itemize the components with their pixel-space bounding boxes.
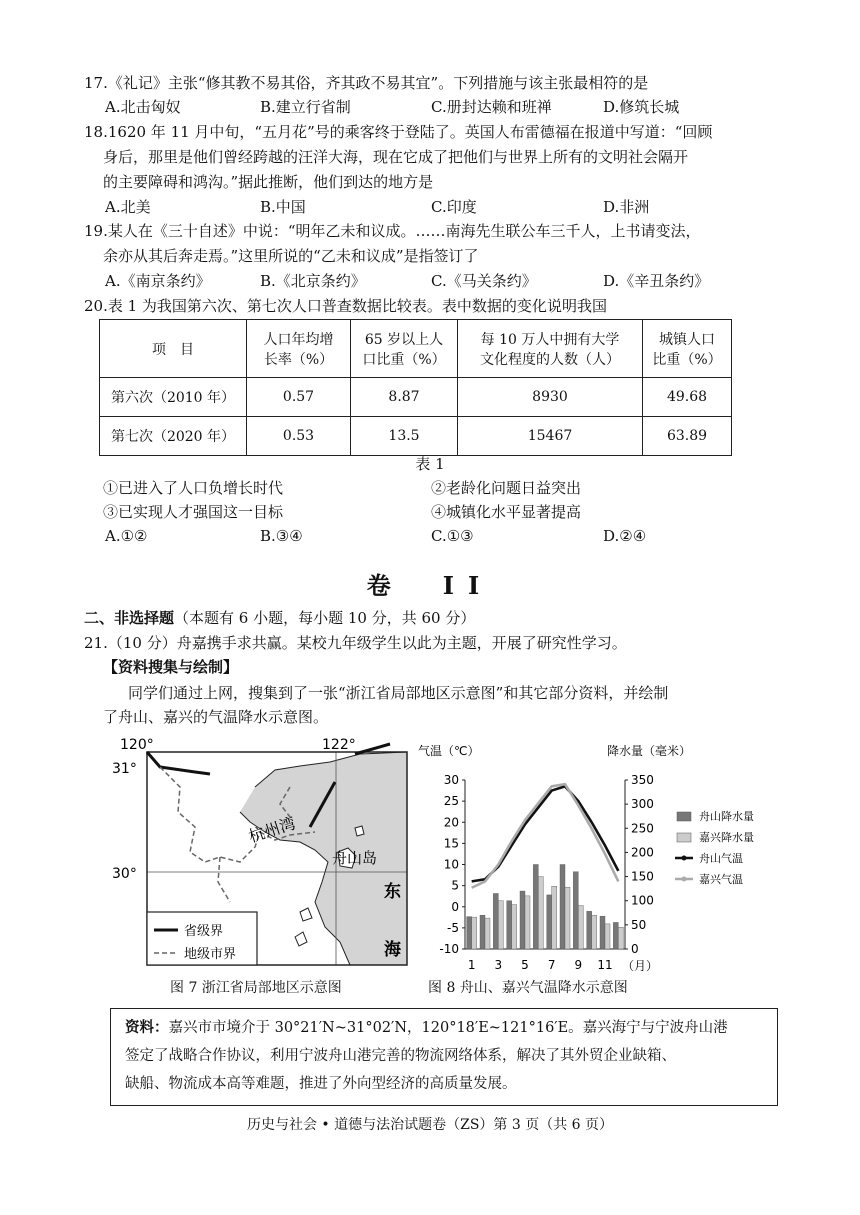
table-cell: 0.57 <box>247 378 351 417</box>
precip-bar <box>472 917 477 949</box>
map-figure <box>100 732 418 1000</box>
precip-bar <box>498 901 503 949</box>
y-left-tick-label: -10 <box>439 942 459 956</box>
precip-bar <box>592 915 597 949</box>
y-left-tick-label: -5 <box>447 920 459 935</box>
precip-bar <box>493 893 498 949</box>
x-tick-label: 5 <box>521 958 529 972</box>
section-title: 卷 II <box>366 571 494 600</box>
y-left-tick-label: 20 <box>443 815 459 830</box>
precip-bar <box>613 922 618 949</box>
precip-bar <box>547 895 552 949</box>
page-footer: 历史与社会 • 道德与法治试题卷（ZS）第 3 页（共 6 页） <box>246 1117 614 1133</box>
precip-bar <box>480 915 485 949</box>
legend-marker <box>682 856 687 861</box>
q20-statement-2: ②老龄化问题日益突出 <box>431 479 582 497</box>
precip-bar <box>565 887 570 949</box>
q19-line2: 余亦从其后奔走焉。”这里所说的“乙未和议成”是指签订了 <box>103 247 479 265</box>
table-header-university: 每 10 万人中拥有大学 文化程度的人数（人） <box>458 320 643 378</box>
legend-city: 地级市界 <box>184 947 237 962</box>
y-left-label: 气温（℃） <box>418 744 480 758</box>
table-row-label: 第六次（2010 年） <box>100 378 247 417</box>
y-left-tick-label: 25 <box>443 794 459 809</box>
bay-label: 杭州湾 <box>246 813 298 847</box>
q17-option-a: A.北击匈奴 <box>105 98 181 116</box>
y-right-label: 降水量（毫米） <box>607 744 692 758</box>
precip-bar <box>587 911 592 949</box>
q17-option-d: D.修筑长城 <box>603 98 680 116</box>
lat-label-30: 30° <box>112 866 137 882</box>
table-row <box>100 378 732 417</box>
precip-bar <box>485 918 490 949</box>
precip-bar <box>525 896 530 949</box>
y-right-tick-label: 50 <box>631 917 647 932</box>
precip-bar <box>578 906 583 949</box>
table-cell: 0.53 <box>247 417 351 456</box>
y-left-tick-label: 0 <box>451 899 459 914</box>
precip-bar <box>560 865 565 950</box>
x-tick-label: 9 <box>574 958 583 972</box>
q17-option-b: B.建立行省制 <box>260 98 351 116</box>
legend-swatch <box>677 812 691 821</box>
x-tick-label: 11 <box>597 958 613 972</box>
q19-option-d: D.《辛丑条约》 <box>603 272 710 290</box>
q19-option-c: C.《马关条约》 <box>431 272 537 290</box>
precip-bar <box>573 872 578 949</box>
table-header-elderly: 65 岁以上人 口比重（%） <box>351 320 458 378</box>
precip-bar <box>552 886 557 949</box>
y-right-tick-label: 300 <box>631 797 654 812</box>
q18-line1: 18.1620 年 11 月中旬，“五月花”号的乘客终于登陆了。英国人布雷德福在报道中写道：“回顾 <box>84 123 713 141</box>
info-box <box>110 1008 778 1106</box>
x-tick-label: 1 <box>467 958 476 972</box>
q20-stem: 20.表 1 为我国第六次、第七次人口普查数据比较表。表中数据的变化说明我国 <box>84 297 607 315</box>
legend-label: 嘉兴降水量 <box>699 831 754 844</box>
legend-label: 嘉兴气温 <box>699 873 743 886</box>
precip-bar <box>538 877 543 949</box>
q21-para1: 同学们通过上网，搜集到了一张“浙江省局部地区示意图”和其它部分资料，并绘制 <box>128 684 669 702</box>
precip-bar <box>520 891 525 949</box>
q19-line1: 19.某人在《三十自述》中说：“明年乙未和议成。……南海先生联公车三千人，上书请变法， <box>84 222 701 240</box>
legend-label: 舟山降水量 <box>699 810 754 823</box>
q18-line2: 身后，那里是他们曾经跨越的汪洋大海，现在它成了把他们与世界上所有的文明社会隔开 <box>103 148 689 166</box>
q21-stem: 21.（10 分）舟嘉携手求共赢。某校九年级学生以此为主题，开展了研究性学习。 <box>84 634 627 652</box>
q19-option-b: B.《北京条约》 <box>260 272 366 290</box>
y-right-tick-label: 100 <box>631 893 654 908</box>
legend-label: 舟山气温 <box>699 852 743 865</box>
y-right-tick-label: 250 <box>631 821 654 836</box>
precip-bar <box>467 917 472 949</box>
table-row <box>100 417 732 456</box>
lat-label-31: 31° <box>112 761 137 777</box>
chart-caption: 图 8 舟山、嘉兴气温降水示意图 <box>428 980 628 996</box>
table-cell: 13.5 <box>351 417 458 456</box>
y-left-tick-label: 30 <box>443 773 459 787</box>
q18-option-b: B.中国 <box>260 198 306 216</box>
island-label: 舟山岛 <box>332 849 378 867</box>
lon-label-122: 122° <box>322 737 356 753</box>
legend-provincial: 省级界 <box>184 924 224 939</box>
precip-bar <box>507 901 512 949</box>
legend-marker <box>682 877 687 882</box>
q20-statement-3: ③已实现人才强国这一目标 <box>103 503 284 521</box>
y-right-tick-label: 150 <box>631 869 654 884</box>
x-tick-label: 3 <box>494 958 503 972</box>
q20-option-a: A.①② <box>105 527 148 545</box>
table-cell: 49.68 <box>643 378 732 417</box>
temp-line <box>472 786 619 881</box>
q21-subhead: 【资料搜集与绘制】 <box>103 658 239 676</box>
lon-label-120: 120° <box>120 737 154 753</box>
precip-bar <box>600 916 605 949</box>
q20-option-c: C.①③ <box>431 527 474 545</box>
precip-bar <box>605 924 610 949</box>
table-row-label: 第七次（2020 年） <box>100 417 247 456</box>
precip-bar <box>533 865 538 950</box>
info-line2: 签定了战略合作协议，利用宁波舟山港完善的物流网络体系，解决了其外贸企业缺箱、 <box>125 1048 676 1064</box>
q20-statement-4: ④城镇化水平显著提高 <box>431 503 582 521</box>
y-left-tick-label: 5 <box>451 878 459 893</box>
q21-para2: 了舟山、嘉兴的气温降水示意图。 <box>103 708 329 726</box>
table-header-growth: 人口年均增 长率（%） <box>247 320 351 378</box>
q20-statement-1: ①已进入了人口负增长时代 <box>103 479 284 497</box>
population-table <box>99 319 732 456</box>
q17-stem: 17.《礼记》主张“修其教不易其俗，齐其政不易其宜”。下列措施与该主张最相符的是 <box>84 74 649 92</box>
q18-line3: 的主要障碍和鸿沟。”据此推断，他们到达的地方是 <box>103 173 434 191</box>
y-left-tick-label: 10 <box>443 857 459 872</box>
table-cell: 8.87 <box>351 378 458 417</box>
info-line3: 缺船、物流成本高等难题，推进了外向型经济的高质量发展。 <box>125 1076 517 1092</box>
q18-option-a: A.北美 <box>105 198 151 216</box>
x-unit-label: （月） <box>622 959 659 973</box>
precip-bar <box>512 905 517 949</box>
y-right-tick-label: 350 <box>631 773 654 787</box>
table-cell: 15467 <box>458 417 643 456</box>
q20-option-b: B.③④ <box>260 527 303 545</box>
climate-chart <box>415 740 780 980</box>
q18-option-c: C.印度 <box>431 198 477 216</box>
map-caption: 图 7 浙江省局部地区示意图 <box>170 980 342 996</box>
sea-label-1: 东 <box>384 882 401 902</box>
legend-swatch <box>677 833 691 842</box>
part-heading: 二、非选择题（本题有 6 小题，每小题 10 分，共 60 分） <box>84 609 476 627</box>
q17-option-c: C.册封达赖和班禅 <box>431 98 552 116</box>
q19-option-a: A.《南京条约》 <box>105 272 211 290</box>
q18-option-d: D.非洲 <box>603 198 650 216</box>
precip-bar <box>618 927 623 949</box>
table-cell: 8930 <box>458 378 643 417</box>
y-right-tick-label: 0 <box>631 942 639 956</box>
y-right-tick-label: 200 <box>631 845 654 860</box>
table-header-urban: 城镇人口 比重（%） <box>643 320 732 378</box>
table-cell: 63.89 <box>643 417 732 456</box>
x-tick-label: 7 <box>547 958 556 972</box>
table-header-item: 项 目 <box>100 320 247 378</box>
y-left-tick-label: 15 <box>443 836 459 851</box>
table-caption: 表 1 <box>415 455 445 473</box>
q20-option-d: D.②④ <box>603 527 647 545</box>
info-line1: 资料：嘉兴市市境介于 30°21′N~31°02′N，120°18′E~121°16′E。嘉兴海宁与宁波舟山港 <box>125 1019 728 1036</box>
sea-label-2: 海 <box>384 940 401 960</box>
